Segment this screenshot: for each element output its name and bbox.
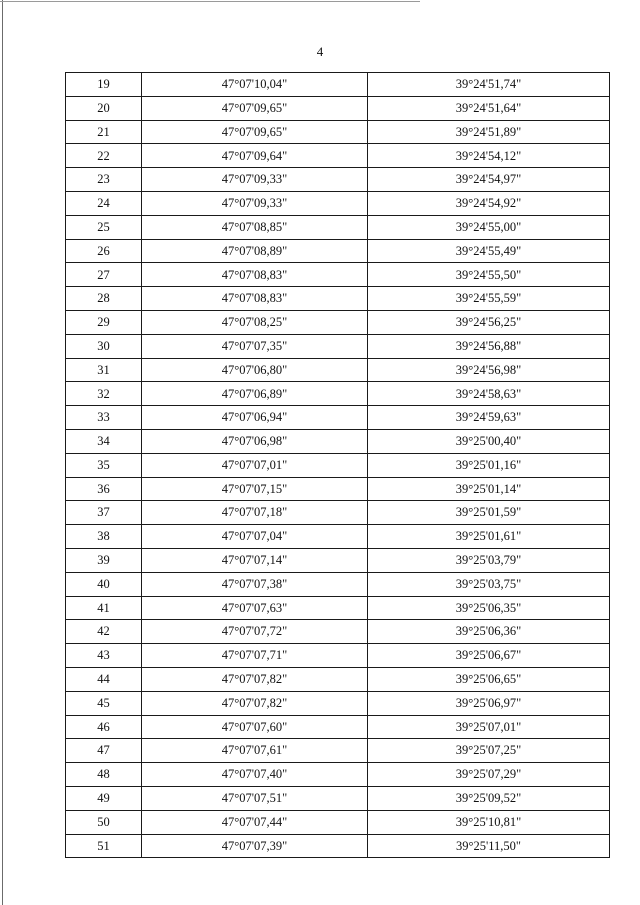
latitude-cell: 47°07'07,01" [142, 453, 368, 477]
point-number-cell: 39 [66, 548, 142, 572]
longitude-cell: 39°25'06,67" [368, 644, 610, 668]
latitude-cell: 47°07'10,04" [142, 73, 368, 97]
point-number-cell: 31 [66, 358, 142, 382]
longitude-cell: 39°25'07,25" [368, 739, 610, 763]
longitude-cell: 39°24'51,64" [368, 96, 610, 120]
latitude-cell: 47°07'07,39" [142, 834, 368, 858]
table-row [66, 810, 610, 834]
longitude-cell: 39°25'01,16" [368, 453, 610, 477]
point-number-cell: 51 [66, 834, 142, 858]
coordinates-table [65, 72, 610, 858]
latitude-cell: 47°07'09,33" [142, 191, 368, 215]
point-number-cell: 29 [66, 310, 142, 334]
longitude-cell: 39°24'56,25" [368, 310, 610, 334]
latitude-cell: 47°07'07,44" [142, 810, 368, 834]
longitude-cell: 39°25'01,14" [368, 477, 610, 501]
scan-edge-left [2, 0, 3, 905]
latitude-cell: 47°07'06,94" [142, 406, 368, 430]
longitude-cell: 39°25'07,01" [368, 715, 610, 739]
point-number-cell: 43 [66, 644, 142, 668]
table-row [66, 120, 610, 144]
scan-edge-top [0, 1, 420, 2]
point-number-cell: 49 [66, 786, 142, 810]
point-number-cell: 30 [66, 334, 142, 358]
longitude-cell: 39°24'55,59" [368, 287, 610, 311]
point-number-cell: 38 [66, 525, 142, 549]
point-number-cell: 20 [66, 96, 142, 120]
latitude-cell: 47°07'07,72" [142, 620, 368, 644]
latitude-cell: 47°07'07,63" [142, 596, 368, 620]
latitude-cell: 47°07'09,33" [142, 168, 368, 192]
point-number-cell: 47 [66, 739, 142, 763]
point-number-cell: 22 [66, 144, 142, 168]
longitude-cell: 39°24'54,92" [368, 191, 610, 215]
longitude-cell: 39°25'11,50" [368, 834, 610, 858]
latitude-cell: 47°07'07,61" [142, 739, 368, 763]
longitude-cell: 39°24'51,74" [368, 73, 610, 97]
table-row [66, 691, 610, 715]
table-row [66, 572, 610, 596]
latitude-cell: 47°07'09,64" [142, 144, 368, 168]
latitude-cell: 47°07'09,65" [142, 120, 368, 144]
point-number-cell: 40 [66, 572, 142, 596]
longitude-cell: 39°24'55,49" [368, 239, 610, 263]
table-row [66, 667, 610, 691]
latitude-cell: 47°07'08,83" [142, 287, 368, 311]
table-row [66, 525, 610, 549]
table-row [66, 453, 610, 477]
longitude-cell: 39°24'51,89" [368, 120, 610, 144]
point-number-cell: 21 [66, 120, 142, 144]
longitude-cell: 39°24'54,97" [368, 168, 610, 192]
table-row [66, 358, 610, 382]
table-row [66, 644, 610, 668]
point-number-cell: 36 [66, 477, 142, 501]
latitude-cell: 47°07'08,85" [142, 215, 368, 239]
table-row [66, 334, 610, 358]
latitude-cell: 47°07'08,83" [142, 263, 368, 287]
table-row [66, 596, 610, 620]
point-number-cell: 46 [66, 715, 142, 739]
table-row [66, 715, 610, 739]
point-number-cell: 35 [66, 453, 142, 477]
table-row [66, 168, 610, 192]
longitude-cell: 39°24'55,00" [368, 215, 610, 239]
longitude-cell: 39°24'54,12" [368, 144, 610, 168]
table-row [66, 429, 610, 453]
point-number-cell: 50 [66, 810, 142, 834]
table-row [66, 739, 610, 763]
table-row [66, 786, 610, 810]
point-number-cell: 23 [66, 168, 142, 192]
table-row [66, 501, 610, 525]
page-number: 4 [316, 44, 324, 59]
table-row [66, 382, 610, 406]
table-row [66, 620, 610, 644]
latitude-cell: 47°07'06,80" [142, 358, 368, 382]
point-number-cell: 41 [66, 596, 142, 620]
longitude-cell: 39°25'00,40" [368, 429, 610, 453]
longitude-cell: 39°24'58,63" [368, 382, 610, 406]
table-row [66, 548, 610, 572]
longitude-cell: 39°25'03,75" [368, 572, 610, 596]
longitude-cell: 39°25'01,61" [368, 525, 610, 549]
point-number-cell: 42 [66, 620, 142, 644]
longitude-cell: 39°25'07,29" [368, 763, 610, 787]
longitude-cell: 39°24'55,50" [368, 263, 610, 287]
latitude-cell: 47°07'07,04" [142, 525, 368, 549]
longitude-cell: 39°25'03,79" [368, 548, 610, 572]
table-row [66, 406, 610, 430]
latitude-cell: 47°07'07,38" [142, 572, 368, 596]
point-number-cell: 19 [66, 73, 142, 97]
latitude-cell: 47°07'07,40" [142, 763, 368, 787]
point-number-cell: 45 [66, 691, 142, 715]
point-number-cell: 44 [66, 667, 142, 691]
table-row [66, 310, 610, 334]
table-row [66, 215, 610, 239]
latitude-cell: 47°07'07,35" [142, 334, 368, 358]
table-row [66, 287, 610, 311]
longitude-cell: 39°25'06,36" [368, 620, 610, 644]
latitude-cell: 47°07'07,14" [142, 548, 368, 572]
table-row [66, 477, 610, 501]
table-row [66, 73, 610, 97]
latitude-cell: 47°07'07,51" [142, 786, 368, 810]
point-number-cell: 34 [66, 429, 142, 453]
latitude-cell: 47°07'06,89" [142, 382, 368, 406]
longitude-cell: 39°24'59,63" [368, 406, 610, 430]
longitude-cell: 39°25'09,52" [368, 786, 610, 810]
latitude-cell: 47°07'07,18" [142, 501, 368, 525]
latitude-cell: 47°07'07,82" [142, 691, 368, 715]
table-row [66, 96, 610, 120]
point-number-cell: 28 [66, 287, 142, 311]
latitude-cell: 47°07'07,71" [142, 644, 368, 668]
longitude-cell: 39°24'56,88" [368, 334, 610, 358]
latitude-cell: 47°07'08,25" [142, 310, 368, 334]
latitude-cell: 47°07'07,15" [142, 477, 368, 501]
point-number-cell: 33 [66, 406, 142, 430]
latitude-cell: 47°07'09,65" [142, 96, 368, 120]
table-row [66, 239, 610, 263]
point-number-cell: 24 [66, 191, 142, 215]
latitude-cell: 47°07'08,89" [142, 239, 368, 263]
longitude-cell: 39°25'06,35" [368, 596, 610, 620]
longitude-cell: 39°25'10,81" [368, 810, 610, 834]
table-row [66, 263, 610, 287]
point-number-cell: 25 [66, 215, 142, 239]
point-number-cell: 48 [66, 763, 142, 787]
latitude-cell: 47°07'07,60" [142, 715, 368, 739]
table-row [66, 191, 610, 215]
table-row [66, 144, 610, 168]
longitude-cell: 39°25'06,97" [368, 691, 610, 715]
latitude-cell: 47°07'06,98" [142, 429, 368, 453]
longitude-cell: 39°24'56,98" [368, 358, 610, 382]
longitude-cell: 39°25'06,65" [368, 667, 610, 691]
latitude-cell: 47°07'07,82" [142, 667, 368, 691]
point-number-cell: 37 [66, 501, 142, 525]
point-number-cell: 26 [66, 239, 142, 263]
coordinates-table-body [66, 73, 610, 858]
table-row [66, 834, 610, 858]
longitude-cell: 39°25'01,59" [368, 501, 610, 525]
point-number-cell: 27 [66, 263, 142, 287]
table-row [66, 763, 610, 787]
point-number-cell: 32 [66, 382, 142, 406]
